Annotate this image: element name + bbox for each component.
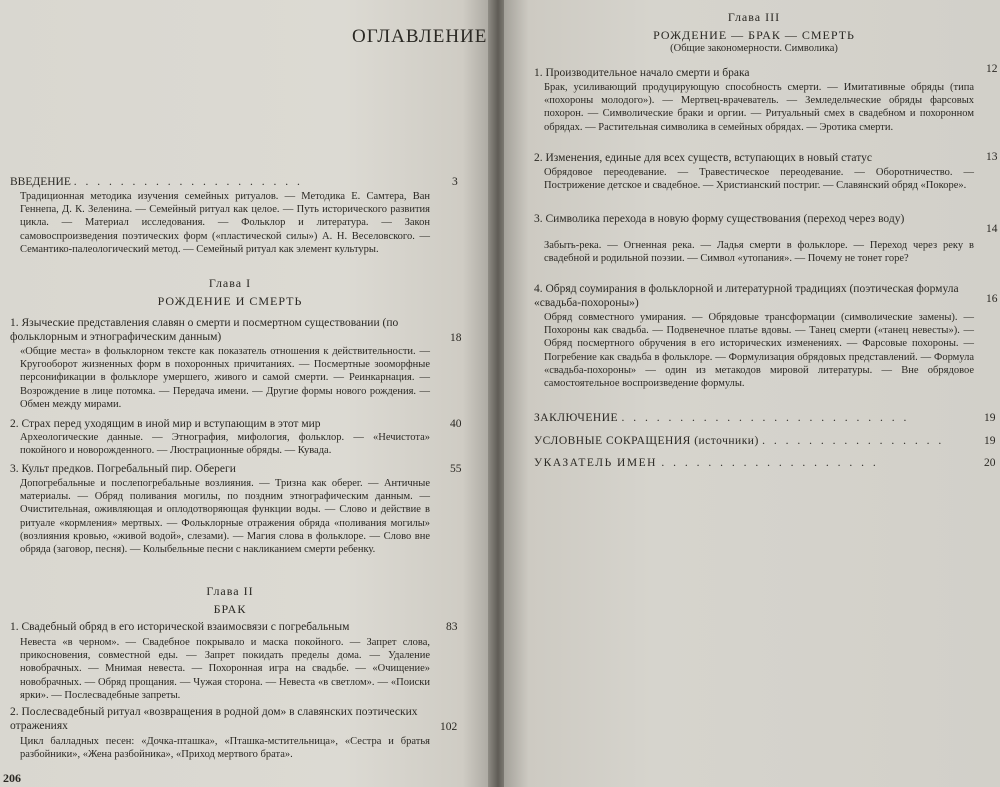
c3-entry1-desc: Брак, усиливающий продуцирующую способность смерти. — Имитативные обряды (типа «похороны молодого»). — Мертвец-врачеватель. — Земледельческие обряды фарсовых похорон. — Символические браки и оргии. — Ритуальный смех в свадебном и похоронном обрядах. — Растительная символика в семейных обрядах. — Эротика смерти. bbox=[544, 82, 974, 133]
chapter2-label: Глава II bbox=[206, 584, 254, 598]
c3-entry3-desc: Забыть-река. — Огненная река. — Ладья смерти в фольклоре. — Переход через реку в свадебной и родильной поэзии. — Символ «утопания». — Почему не тонет горе? bbox=[544, 240, 974, 265]
right-page bbox=[504, 0, 1000, 787]
c1-entry3-desc: Допогребальные и послепогребальные возлияния. — Тризна как оберег. — Античные материалы. — Обряд поливания могилы, по поздним этнографическим данным. — Очистительная, оживляющая и оплодотворяющая функции воды. — Слово и действие в ритуале «кормления» мертвых. — Фольклорные отражения обряда «поливания могилы» (возлияния кровью, «живой водой», слезами). — Магия слова в фольклоре. — Слово вне обряда (заговор, песня). — Колыбельные песни с накликанием смерти ребенку. bbox=[20, 478, 430, 556]
chapter3-subtitle: (Общие закономерности. Символика) bbox=[670, 43, 838, 54]
chapter3-title: РОЖДЕНИЕ — БРАК — СМЕРТЬ bbox=[653, 28, 855, 42]
c3-entry3-title: 3. Символика перехода в новую форму существования (переход через воду) bbox=[534, 213, 905, 225]
c3-entry3-page: 14 bbox=[986, 223, 998, 235]
conclusion-page: 19 bbox=[984, 412, 996, 424]
toc-heading: ОГЛАВЛЕНИЕ bbox=[352, 26, 488, 47]
c2-entry1-page: 83 bbox=[446, 621, 458, 633]
c3-entry1-title: 1. Производительное начало смерти и брака bbox=[534, 67, 750, 79]
c1-entry3-title: 3. Культ предков. Погребальный пир. Обереги bbox=[10, 463, 236, 475]
c1-entry3-page: 55 bbox=[450, 463, 462, 475]
intro-page: 3 bbox=[452, 176, 458, 188]
index-title: УКАЗАТЕЛЬ ИМЕН . . . . . . . . . . . . . . . . . . . bbox=[534, 457, 879, 469]
intro-desc: Традиционная методика изучения семейных ритуалов. — Методика Е. Самтера, Ван Геннепа, Д. К. Зеленина. — Семейный ритуал как целое. — Путь исторического развития цикла. — Материал исследования. — Фольклор и литература. — Закон самовоспроизведения поэтических форм («пластической силы») А. Н. Веселовского. — Семантико-палеологический метод. — Семейный ритуал как элемент культуры. bbox=[20, 191, 430, 255]
c3-entry1-page: 12 bbox=[986, 63, 998, 75]
c2-entry1-desc: Невеста «в черном». — Свадебное покрывало и маска покойного. — Запрет слова, прикосновения, совместной еды. — Запрет покидать пределы дома. — Удаление новобрачных. — Мнимая невеста. — Похоронная игра на свадьбе. — «Очищение» новобрачных. — Обряд прощания. — Чужая сторона. — Невеста «в светлом». — «Поиски ярки». — Послесвадебные запреты. bbox=[20, 637, 430, 701]
index-page: 20 bbox=[984, 457, 996, 469]
chapter3-label: Глава III bbox=[727, 10, 781, 24]
abbreviations-page: 19 bbox=[984, 435, 996, 447]
c2-entry1-title: 1. Свадебный обряд в его исторической взаимосвязи с погребальным bbox=[10, 621, 350, 633]
c1-entry2-title: 2. Страх перед уходящим в иной мир и вступающим в этот мир bbox=[10, 418, 321, 430]
page-number: 206 bbox=[3, 771, 21, 785]
chapter1-label: Глава I bbox=[208, 276, 252, 290]
c3-entry4-title: 4. Обряд соумирания в фольклорной и литературной традициях (поэтическая формула «свадьба-похороны») bbox=[534, 283, 959, 309]
c3-entry2-title: 2. Изменения, единые для всех существ, вступающих в новый статус bbox=[534, 152, 872, 164]
c2-entry2-page: 102 bbox=[440, 721, 458, 733]
c1-entry1-page: 18 bbox=[450, 332, 462, 344]
c1-entry2-desc: Археологические данные. — Этнография, мифология, фольклор. — «Нечистота» покойного и новорожденного. — Люстрационные обряды. — Кувада. bbox=[20, 432, 430, 457]
c3-entry4-desc: Обряд совместного умирания. — Обрядовые трансформации (символические замены). — Похороны как свадьба. — Подвенечное платье вдовы. — Танец смерти («танец невесты»). — Обряд посмертного обручения в его исторических изменениях. — Фарсовые похороны. — Погребение как свадьба в фольклоре. — Формулизация обрядовых представлений. — Формула «свадьба-похороны» — один из метакодов мировой литературы. — Вне обрядовое самостоятельное воспроизведение формулы. bbox=[544, 312, 974, 390]
c1-entry2-page: 40 bbox=[450, 418, 462, 430]
chapter2-title: БРАК bbox=[213, 602, 247, 616]
abbreviations-title: УСЛОВНЫЕ СОКРАЩЕНИЯ (источники) . . . . . . . . . . . . . . . . bbox=[534, 435, 945, 447]
c3-entry2-desc: Обрядовое переодевание. — Травестическое переодевание. — Оборотничество. — Пострижение детское и свадебное. — Христианский постриг. — Славянский обряд «Покоре». bbox=[544, 167, 974, 192]
c3-entry4-page: 16 bbox=[986, 293, 998, 305]
intro-title: ВВЕДЕНИЕ . . . . . . . . . . . . . . . . . . . . bbox=[10, 176, 303, 188]
conclusion-title: ЗАКЛЮЧЕНИЕ . . . . . . . . . . . . . . . . . . . . . . . . . bbox=[534, 412, 910, 424]
c1-entry1-title: 1. Языческие представления славян о смерти и посмертном существовании (по фольклорным и этнографическим данным) bbox=[10, 317, 399, 343]
c1-entry1-desc: «Общие места» в фольклорном тексте как показатель отношения к действительности. — Кругооборот жизненных форм в похоронных причитаниях. — Посмертные зооморфные персонификации в фольклоре умершего, живого и самой смерти. — Реинкарнация. — Возрождение в лице потомка. — Передача имени. — Другие формы нового рождения. — Обмен между мирами. bbox=[20, 346, 430, 410]
c3-entry2-page: 13 bbox=[986, 151, 998, 163]
c2-entry2-title: 2. Послесвадебный ритуал «возвращения в родной дом» в славянских поэтических отражениях bbox=[10, 706, 418, 732]
c2-entry2-desc: Цикл балладных песен: «Дочка-пташка», «Пташка-мстительница», «Сестра и братья разбойники», «Жена разбойника», «Приход мертвого брата». bbox=[20, 736, 430, 761]
left-page bbox=[0, 0, 492, 787]
chapter1-title: РОЖДЕНИЕ И СМЕРТЬ bbox=[157, 294, 303, 308]
